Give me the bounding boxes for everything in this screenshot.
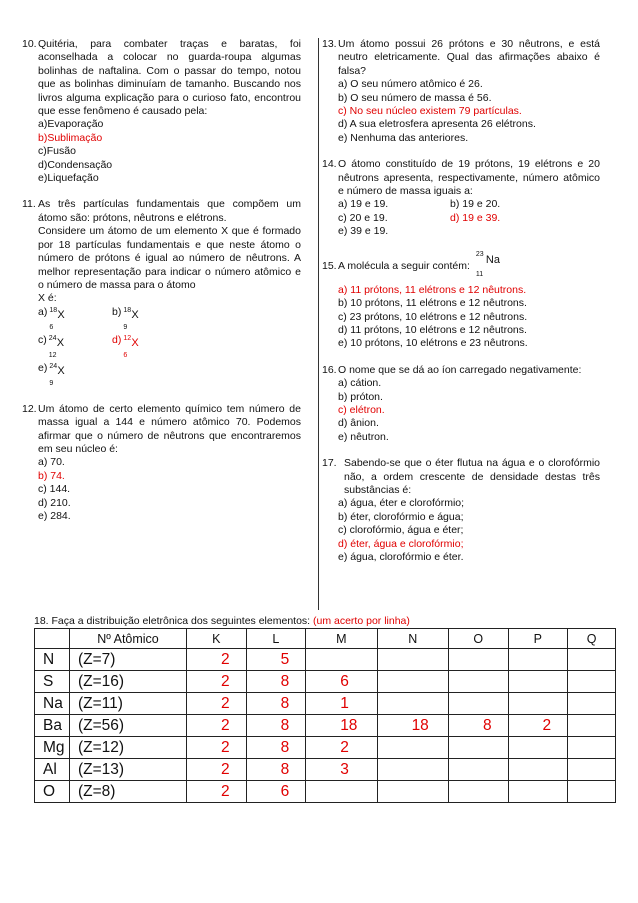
option-a-answer: a) 11 prótons, 11 elétrons e 12 nêutrons. — [338, 283, 527, 296]
mass-number: 18 — [49, 306, 58, 314]
shell-value-cell: 6 — [246, 781, 306, 803]
atomic-number: 11 — [475, 270, 484, 278]
atomic-number-cell: (Z=11) — [70, 693, 187, 715]
atomic-number-cell: (Z=12) — [70, 737, 187, 759]
shell-value-cell: 2 — [187, 759, 247, 781]
option-d-answer: d) éter, água e clorofórmio; — [338, 537, 464, 550]
shell-value-cell: 18 — [377, 715, 448, 737]
question-text: Um átomo de certo elemento químico tem número de massa igual a 144 e número atômico 70. Podemos afirmar que o número de nêutrons que encontraremos em seu núcleo é: — [38, 402, 301, 455]
question-number: 17. — [322, 457, 337, 470]
option-c: c) 144. — [38, 483, 71, 496]
shell-value-cell — [508, 737, 568, 759]
option-b-answer: b) 74. — [38, 469, 65, 482]
element-symbol-cell: Mg — [35, 737, 70, 759]
question-number: 11. — [22, 198, 36, 211]
question-14 — [322, 158, 600, 238]
header-cell: N — [377, 629, 448, 649]
option-b-answer: b)Sublimação — [38, 131, 103, 144]
option-e: e) Nenhuma das anteriores. — [338, 131, 469, 144]
mass-number: 12 — [123, 334, 132, 342]
header-cell: L — [246, 629, 306, 649]
element-symbol-cell: Na — [35, 693, 70, 715]
option-d: d) 11 prótons, 10 elétrons e 12 nêutrons. — [338, 323, 527, 336]
option-c — [38, 334, 112, 362]
atomic-number: 12 — [48, 351, 57, 359]
question-text: Sabendo-se que o éter flutua na água e o clorofórmio não, a ordem crescente de densidade destas três substâncias é: — [344, 457, 600, 496]
shell-value-cell — [508, 649, 568, 671]
question-12 — [22, 403, 301, 524]
element-symbol: X — [131, 308, 139, 321]
element-symbol: X — [57, 364, 65, 377]
shell-value-cell — [377, 671, 448, 693]
shell-value-cell: 8 — [246, 715, 306, 737]
isotope-notation — [49, 306, 83, 331]
question-text: O átomo constituído de 19 prótons, 19 elétrons e 20 nêutrons apresenta, respectivamente, número atômico e número de massa iguais a: — [338, 158, 600, 198]
question-number: 13. — [322, 38, 337, 50]
shell-value-cell: 2 — [187, 671, 247, 693]
mass-number: 24 — [48, 334, 57, 342]
shell-value-cell: 2 — [187, 649, 247, 671]
option-d: d) A sua eletrosfera apresenta 26 elétrons. — [338, 118, 536, 131]
shell-value-cell — [377, 693, 448, 715]
element-symbol-cell: O — [35, 781, 70, 803]
atomic-number: 6 — [49, 323, 54, 331]
isotope-notation — [48, 334, 83, 359]
isotope-notation — [123, 334, 157, 359]
question-11 — [22, 198, 301, 389]
question-number: 10. — [22, 38, 37, 50]
question-number: 14. — [322, 158, 337, 171]
mass-number: 23 — [475, 250, 484, 258]
question-text: Um átomo possui 26 prótons e 30 nêutrons, e está neutro eletricamente. Qual das afirmações abaixo é falsa? — [338, 38, 600, 77]
shell-value-cell: 8 — [246, 693, 306, 715]
shell-value-cell — [448, 649, 508, 671]
option-e: e) 284. — [38, 509, 71, 522]
header-cell: K — [187, 629, 247, 649]
option-label: e) — [38, 361, 48, 374]
element-symbol-cell: N — [35, 649, 70, 671]
shell-value-cell: 2 — [187, 781, 247, 803]
element-symbol: Na — [485, 253, 500, 266]
shell-value-cell — [568, 759, 616, 781]
question-13 — [322, 38, 600, 145]
shell-value-cell: 6 — [306, 671, 377, 693]
shell-value-cell: 2 — [508, 715, 568, 737]
option-e: e)Liquefação — [38, 172, 99, 185]
shell-value-cell — [448, 671, 508, 693]
shell-value-cell — [377, 781, 448, 803]
shell-value-cell — [508, 693, 568, 715]
element-symbol-cell: Al — [35, 759, 70, 781]
shell-value-cell: 2 — [187, 715, 247, 737]
shell-value-cell — [377, 737, 448, 759]
atomic-number-cell: (Z=56) — [70, 715, 187, 737]
option-e: e) nêutron. — [338, 430, 389, 443]
table-row — [35, 649, 616, 671]
mass-number: 24 — [49, 362, 58, 370]
question-18-heading — [34, 615, 410, 627]
table-row — [35, 737, 616, 759]
question-text-x: X é: — [38, 292, 57, 305]
right-column — [322, 38, 600, 577]
header-cell: Q — [568, 629, 616, 649]
atomic-number-cell: (Z=16) — [70, 671, 187, 693]
option-d: d)Condensação — [38, 158, 113, 171]
option-a — [38, 306, 112, 334]
shell-value-cell — [448, 759, 508, 781]
atomic-number: 6 — [123, 351, 128, 359]
atomic-number: 9 — [49, 379, 54, 387]
option-c: c) 20 e 19. — [338, 211, 388, 224]
option-label: a) — [38, 305, 48, 318]
shell-value-cell: 8 — [246, 737, 306, 759]
table-row — [35, 715, 616, 737]
isotope-notation — [123, 306, 157, 331]
table-header-row — [35, 629, 616, 649]
shell-value-cell — [568, 781, 616, 803]
shell-value-cell: 8 — [246, 671, 306, 693]
option-label: b) — [112, 305, 122, 318]
shell-value-cell — [448, 781, 508, 803]
question-text: O nome que se dá ao íon carregado negativamente: — [338, 363, 582, 376]
shell-value-cell: 1 — [306, 693, 377, 715]
table-row — [35, 671, 616, 693]
shell-value-cell — [306, 781, 377, 803]
option-c: c) clorofórmio, água e éter; — [338, 524, 464, 537]
shell-value-cell: 18 — [306, 715, 377, 737]
shell-value-cell: 8 — [448, 715, 508, 737]
element-symbol-cell: S — [35, 671, 70, 693]
option-a: a) cátion. — [338, 377, 382, 390]
question-text-end — [38, 292, 301, 305]
option-label: c) — [38, 333, 47, 346]
shell-value-cell — [377, 649, 448, 671]
question-number: 12. — [22, 402, 37, 415]
option-a: a)Evaporação — [38, 118, 104, 131]
atomic-number-cell: (Z=8) — [70, 781, 187, 803]
shell-value-cell — [448, 693, 508, 715]
shell-value-cell — [306, 649, 377, 671]
shell-value-cell — [568, 693, 616, 715]
shell-value-cell: 2 — [306, 737, 377, 759]
option-b — [112, 306, 202, 334]
option-c: c)Fusão — [38, 145, 76, 158]
question-text: 18. Faça a distribuição eletrônica dos seguintes elementos: — [34, 615, 311, 627]
shell-value-cell — [508, 781, 568, 803]
header-cell: Nº Atômico — [70, 629, 187, 649]
question-10 — [22, 38, 301, 185]
option-b: b) éter, clorofórmio e água; — [338, 510, 464, 523]
shell-value-cell — [568, 671, 616, 693]
header-cell: P — [508, 629, 568, 649]
shell-value-cell: 8 — [246, 759, 306, 781]
question-text: As três partículas fundamentais que compõem um átomo são: prótons, nêutrons e elétrons. — [38, 198, 301, 224]
question-text-continued: Considere um átomo de um elemento X que é formado por 18 partículas fundamentais e que neste átomo o número de prótons é igual ao número de nêutrons. A melhor representação para indicar o número atômico e o número de massa para o átomo — [38, 225, 301, 291]
option-a: a) 19 e 19. — [338, 198, 389, 211]
shell-value-cell — [508, 759, 568, 781]
header-cell: M — [306, 629, 377, 649]
column-divider — [318, 38, 319, 610]
option-e: e) 10 prótons, 10 elétrons e 23 nêutrons. — [338, 337, 528, 350]
atomic-number: 9 — [123, 323, 128, 331]
element-symbol-cell: Ba — [35, 715, 70, 737]
table-row — [35, 693, 616, 715]
shell-value-cell: 2 — [187, 737, 247, 759]
option-a: a) O seu número atômico é 26. — [338, 78, 483, 91]
option-c-answer: c) No seu núcleo existem 79 partículas. — [338, 105, 522, 118]
table-row — [35, 781, 616, 803]
element-symbol: X — [131, 336, 139, 349]
electron-distribution-table — [34, 628, 616, 803]
option-e: e) água, clorofórmio e éter. — [338, 551, 464, 563]
question-number: 15. — [322, 260, 337, 273]
shell-value-cell: 2 — [187, 693, 247, 715]
question-note: (um acerto por linha) — [313, 615, 410, 627]
option-d-answer — [112, 334, 202, 362]
atomic-number-cell: (Z=13) — [70, 759, 187, 781]
option-e — [38, 362, 128, 390]
option-b: b) 10 prótons, 11 elétrons e 12 nêutrons. — [338, 297, 527, 310]
shell-value-cell: 5 — [246, 649, 306, 671]
option-e: e) 39 e 19. — [338, 225, 389, 238]
table-row — [35, 759, 616, 781]
atomic-number-cell: (Z=7) — [70, 649, 187, 671]
shell-value-cell — [568, 649, 616, 671]
element-symbol: X — [56, 336, 65, 349]
shell-value-cell — [448, 737, 508, 759]
shell-value-cell: 3 — [306, 759, 377, 781]
option-c-answer: c) elétron. — [338, 403, 385, 416]
shell-value-cell — [508, 671, 568, 693]
header-cell — [35, 629, 70, 649]
question-15 — [322, 252, 600, 351]
left-column — [22, 38, 301, 536]
option-d: d) 210. — [38, 496, 71, 509]
question-number: 16. — [322, 363, 337, 376]
shell-value-cell — [568, 715, 616, 737]
question-text: Quitéria, para combater traças e baratas, foi aconselhada a colocar no guarda-roupa algumas bolinhas de naftalina. Com o passar do tempo, notou que as bolinhas diminuíam de tamanho. Buscando nos livros alguma explicação para o curioso fato, encontrou que esse fenômeno é causado pela: — [38, 38, 301, 118]
option-label: d) — [112, 333, 122, 346]
option-c: c) 23 prótons, 10 elétrons e 12 nêutrons. — [338, 310, 528, 323]
isotope-notation — [49, 362, 83, 387]
option-b: b) 19 e 20. — [450, 198, 501, 211]
shell-value-cell — [377, 759, 448, 781]
option-b: b) próton. — [338, 390, 383, 403]
option-a: a) 70. — [38, 456, 65, 469]
option-d: d) ânion. — [338, 417, 379, 430]
option-d-answer: d) 19 e 39. — [450, 211, 501, 224]
question-text: A molécula a seguir contém: — [338, 260, 470, 273]
option-b: b) O seu número de massa é 56. — [338, 91, 492, 104]
question-16 — [322, 364, 600, 444]
shell-value-cell — [568, 737, 616, 759]
mass-number: 18 — [123, 306, 132, 314]
element-symbol: X — [57, 308, 65, 321]
header-cell: O — [448, 629, 508, 649]
isotope-notation — [476, 252, 506, 280]
option-a: a) água, éter e clorofórmio; — [338, 497, 465, 510]
question-17 — [322, 457, 600, 564]
